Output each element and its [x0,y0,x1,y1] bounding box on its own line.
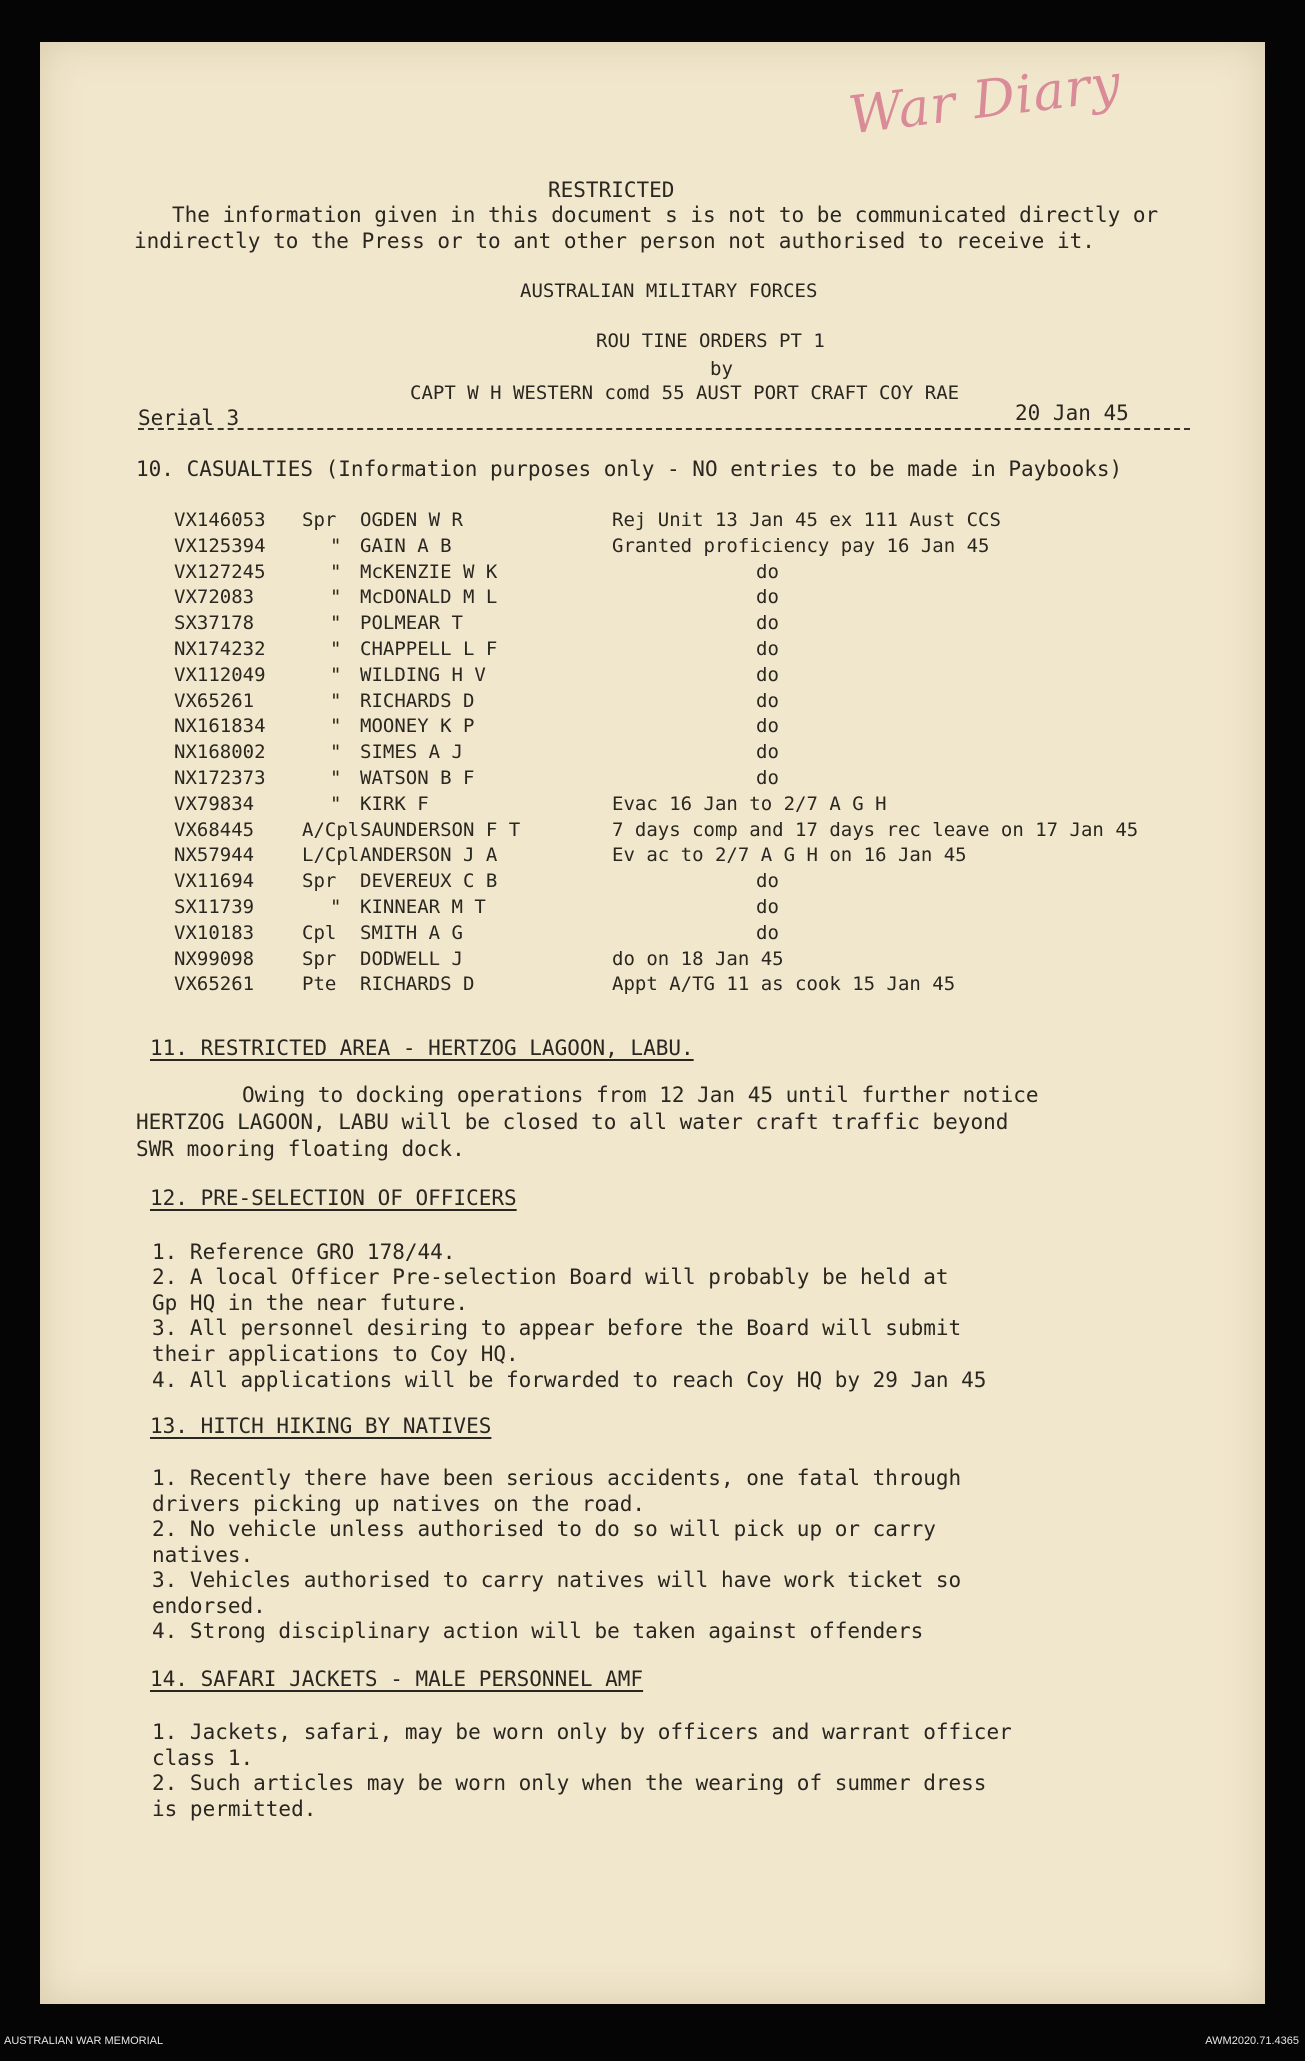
casualty-rank: " [330,741,342,763]
notice-line-1: The information given in this document s is not to be communicated directly or [172,203,1159,227]
casualty-name: SAUNDERSON F T [360,819,521,841]
casualty-note: Granted proficiency pay 16 Jan 45 [612,535,990,557]
by-line: by [710,358,733,380]
casualty-service-number: VX65261 [174,973,255,995]
casualty-rank: A/Cpl [302,819,360,841]
casualty-service-number: VX10183 [174,922,255,944]
casualty-service-number: VX127245 [174,561,266,583]
casualty-note: do [756,922,779,944]
casualty-service-number: VX125394 [174,535,266,557]
casualty-note: do [756,896,779,918]
casualty-service-number: VX68445 [174,819,255,841]
casualty-note: do [756,664,779,686]
casualty-service-number: NX168002 [174,741,266,763]
casualty-service-number: VX146053 [174,509,266,531]
casualty-name: KINNEAR M T [360,896,486,918]
casualty-name: McKENZIE W K [360,561,498,583]
casualty-note: do on 18 Jan 45 [612,948,784,970]
casualty-rank: " [330,690,342,712]
casualty-rank: " [330,715,342,737]
section-12-title: 12. PRE-SELECTION OF OFFICERS [150,1186,517,1210]
casualty-name: POLMEAR T [360,612,463,634]
section-14-line-4: is permitted. [152,1797,317,1821]
casualty-name: WATSON B F [360,767,475,789]
orders-title: ROU TINE ORDERS PT 1 [596,330,825,352]
forces-heading: AUSTRALIAN MILITARY FORCES [520,280,818,302]
casualty-name: DEVEREUX C B [360,870,498,892]
section-14-line-1: 1. Jackets, safari, may be worn only by officers and warrant officer [152,1720,1012,1744]
archive-credit: AUSTRALIAN WAR MEMORIAL [4,2035,164,2047]
section-13-title: 13. HITCH HIKING BY NATIVES [150,1414,492,1438]
casualty-rank: " [330,767,342,789]
casualty-rank: Spr [302,948,337,970]
casualty-note: Rej Unit 13 Jan 45 ex 111 Aust CCS [612,509,1001,531]
casualty-name: McDONALD M L [360,586,498,608]
section-14-line-2: class 1. [152,1746,254,1770]
section-12-line-4: 3. All personnel desiring to appear before the Board will submit [152,1316,962,1340]
casualty-rank: " [330,612,342,634]
casualty-note: Ev ac to 2/7 A G H on 16 Jan 45 [612,844,967,866]
handwritten-war-diary-note: War Diary [845,53,1125,147]
casualty-name: SIMES A J [360,741,463,763]
section-12-line-6: 4. All applications will be forwarded to reach Coy HQ by 29 Jan 45 [152,1368,987,1392]
casualty-note: 7 days comp and 17 days rec leave on 17 Jan 45 [612,819,1139,841]
casualty-rank: Spr [302,509,337,531]
casualty-name: GAIN A B [360,535,452,557]
casualty-note: Evac 16 Jan to 2/7 A G H [612,793,887,815]
section-14-line-3: 2. Such articles may be worn only when the wearing of summer dress [152,1771,987,1795]
section-13-line-1: 1. Recently there have been serious accidents, one fatal through [152,1466,962,1490]
casualty-name: CHAPPELL L F [360,638,498,660]
notice-line-2: indirectly to the Press or to ant other person not authorised to receive it. [134,229,1095,253]
casualty-rank: " [330,896,342,918]
casualty-service-number: NX172373 [174,767,266,789]
casualty-service-number: NX161834 [174,715,266,737]
casualty-rank: Cpl [302,922,337,944]
casualty-service-number: VX65261 [174,690,255,712]
casualty-name: ANDERSON J A [360,844,498,866]
casualty-note: do [756,870,779,892]
casualty-note: do [756,561,779,583]
casualty-name: RICHARDS D [360,690,475,712]
casualty-name: MOONEY K P [360,715,475,737]
casualty-note: do [756,690,779,712]
orders-date: 20 Jan 45 [1015,401,1129,425]
casualty-service-number: VX112049 [174,664,266,686]
casualty-note: do [756,767,779,789]
casualty-rank: Pte [302,973,337,995]
section-13-line-2: drivers picking up natives on the road. [152,1492,646,1516]
casualty-name: SMITH A G [360,922,463,944]
casualty-service-number: VX72083 [174,586,255,608]
casualty-name: DODWELL J [360,948,463,970]
casualty-service-number: NX57944 [174,844,255,866]
section-12-line-1: 1. Reference GRO 178/44. [152,1240,456,1264]
casualty-note: do [756,638,779,660]
section-12-line-2: 2. A local Officer Pre-selection Board will probably be held at [152,1265,949,1289]
section-10-title: 10. CASUALTIES (Information purposes only - NO entries to be made in Paybooks) [136,457,1123,481]
casualty-service-number: SX37178 [174,612,255,634]
serial-number: Serial 3 [138,406,240,430]
casualty-service-number: SX11739 [174,896,255,918]
casualty-service-number: NX174232 [174,638,266,660]
casualty-note: do [756,612,779,634]
section-13-line-5: 3. Vehicles authorised to carry natives will have work ticket so [152,1568,962,1592]
section-13-line-7: 4. Strong disciplinary action will be taken against offenders [152,1619,924,1643]
commander-line: CAPT W H WESTERN comd 55 AUST PORT CRAFT COY RAE [410,382,960,404]
section-13-line-3: 2. No vehicle unless authorised to do so will pick up or carry [152,1517,936,1541]
section-11-title: 11. RESTRICTED AREA - HERTZOG LAGOON, LABU. [150,1036,694,1060]
casualty-rank: " [330,664,342,686]
restricted-heading: RESTRICTED [548,178,675,202]
casualty-note: do [756,741,779,763]
section-12-line-5: their applications to Coy HQ. [152,1342,519,1366]
casualty-rank: " [330,793,342,815]
casualty-name: RICHARDS D [360,973,475,995]
casualty-name: WILDING H V [360,664,486,686]
casualty-rank: " [330,638,342,660]
casualty-name: OGDEN W R [360,509,463,531]
casualty-rank: " [330,561,342,583]
casualty-note: do [756,586,779,608]
casualty-service-number: VX11694 [174,870,255,892]
section-11-line-1: Owing to docking operations from 12 Jan 45 until further notice [242,1083,1039,1107]
casualty-rank: " [330,586,342,608]
casualty-rank: L/Cpl [302,844,360,866]
casualty-service-number: VX79834 [174,793,255,815]
section-11-line-3: SWR mooring floating dock. [136,1137,465,1161]
header-divider [138,428,1190,430]
section-14-title: 14. SAFARI JACKETS - MALE PERSONNEL AMF [150,1667,644,1691]
casualty-note: do [756,715,779,737]
casualty-rank: Spr [302,870,337,892]
archive-reference: AWM2020.71.4365 [1205,2035,1299,2047]
section-11-line-2: HERTZOG LAGOON, LABU will be closed to all water craft traffic beyond [136,1110,1009,1134]
section-13-line-6: endorsed. [152,1594,266,1618]
section-12-line-3: Gp HQ in the near future. [152,1291,469,1315]
casualty-note: Appt A/TG 11 as cook 15 Jan 45 [612,973,956,995]
casualty-name: KIRK F [360,793,429,815]
casualty-rank: " [330,535,342,557]
casualty-service-number: NX99098 [174,948,255,970]
section-13-line-4: natives. [152,1543,254,1567]
